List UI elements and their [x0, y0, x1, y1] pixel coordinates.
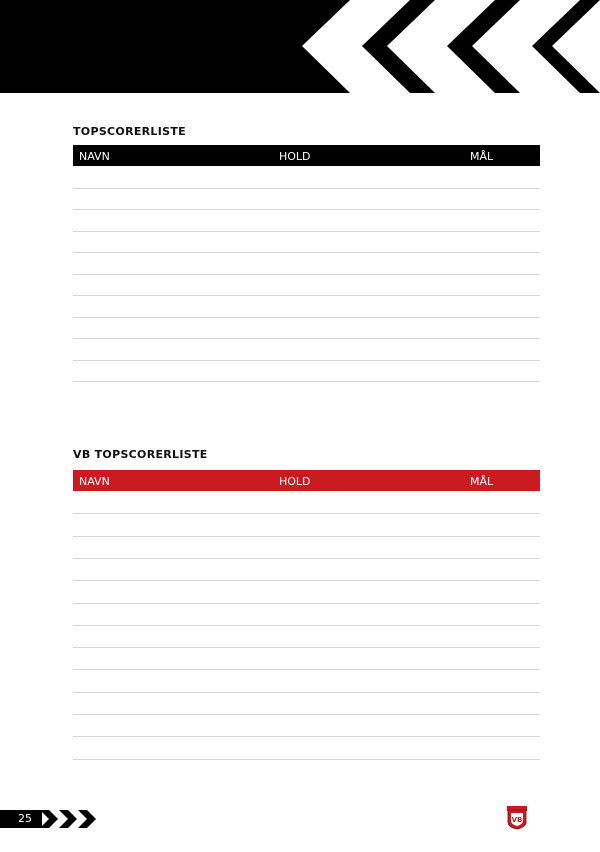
table-row — [73, 647, 540, 648]
table-row — [73, 536, 540, 537]
table-row — [73, 669, 540, 670]
column-header-goals: MÅL — [470, 150, 494, 163]
table-row — [73, 580, 540, 581]
column-header-goals: MÅL — [470, 475, 494, 488]
column-header-team: HOLD — [279, 150, 311, 163]
table-row — [73, 714, 540, 715]
table-row — [73, 558, 540, 559]
table-row — [73, 736, 540, 737]
table-row — [73, 274, 540, 275]
table-row — [73, 381, 540, 382]
column-header-team: HOLD — [279, 475, 311, 488]
table-header — [73, 470, 540, 491]
page-number: 25 — [18, 812, 32, 825]
table-row — [73, 513, 540, 514]
page-number-badge — [0, 810, 42, 828]
table-row — [73, 209, 540, 210]
table-header — [73, 145, 540, 166]
table-row — [73, 759, 540, 760]
table-row — [73, 338, 540, 339]
section-title: TOPSCORERLISTE — [73, 125, 186, 138]
table-row — [73, 317, 540, 318]
table-row — [73, 188, 540, 189]
table-row — [73, 252, 540, 253]
footer-chevrons-icon — [40, 810, 98, 828]
section-title: VB TOPSCORERLISTE — [73, 448, 208, 461]
top-chevron-banner — [0, 0, 600, 93]
column-header-name: NAVN — [79, 475, 110, 488]
table-row — [73, 692, 540, 693]
table-row — [73, 231, 540, 232]
column-header-name: NAVN — [79, 150, 110, 163]
logo-text: VB — [511, 816, 523, 824]
table-row — [73, 295, 540, 296]
table-row — [73, 625, 540, 626]
club-logo-icon — [506, 806, 528, 830]
table-row — [73, 360, 540, 361]
table-row — [73, 603, 540, 604]
